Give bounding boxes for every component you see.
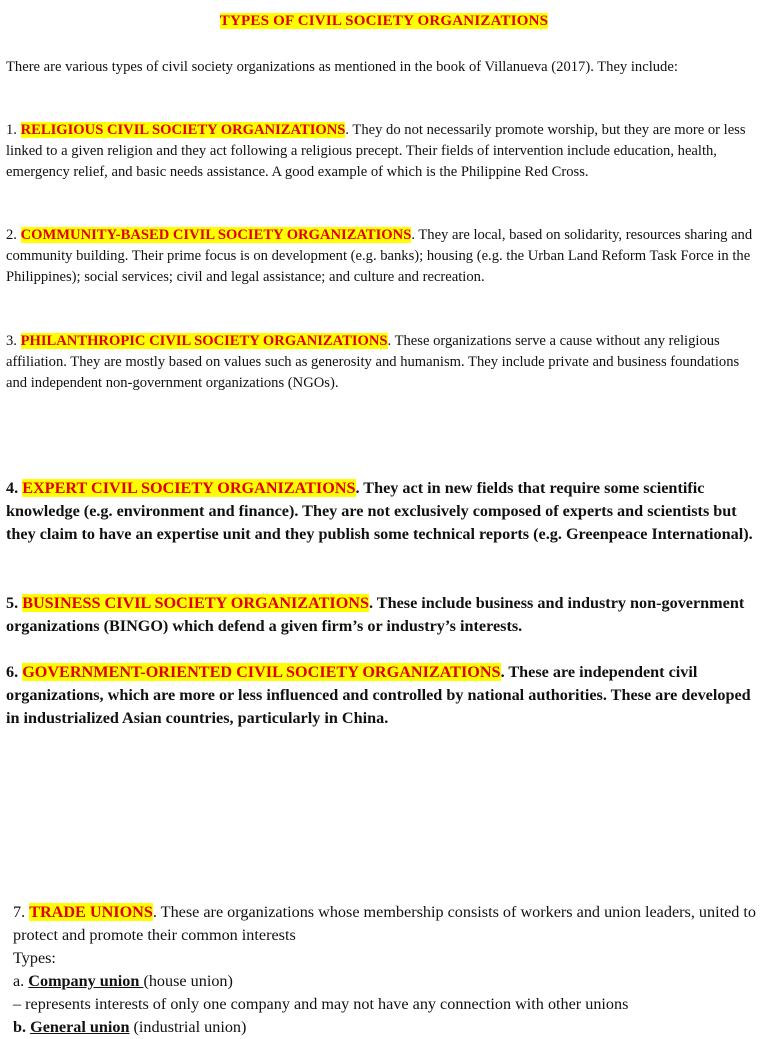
type-b-prefix: b.: [13, 1018, 31, 1036]
item-text: . They are local, based on solidarity, resources sharing and community building. Their prime focus is on development (e.g. banks); housing (e.g. the Urban Land Reform Task Force in the Philippines); social services; civil and legal assistance; and culture and recreation.: [6, 227, 753, 285]
type-a-description: – represents interests of only one company and may not have any connection with other unions: [13, 995, 629, 1013]
item-text: . These are independent civil organizations, which are more or less influenced and controlled by national authorities. These are developed in industrialized Asian countries, particularly in China.: [6, 663, 751, 727]
document-title-text: TYPES OF CIVIL SOCIETY ORGANIZATIONS: [219, 13, 549, 29]
types-heading: Types:: [13, 949, 56, 967]
item-text: . These include business and industry non-government organizations (BINGO) which defend a given firm’s or industry’s interests.: [6, 594, 745, 635]
item-text: . They act in new fields that require some scientific knowledge (e.g. environment and finance). They are not exclusively composed of experts and scientists but they claim to have an expertise unit and they publish some technical reports (e.g. Greenpeace International).: [6, 479, 753, 543]
item-2: [6, 225, 762, 288]
item-number: 4.: [6, 479, 23, 497]
item-number: 6.: [6, 663, 23, 681]
item-heading: COMMUNITY-BASED CIVIL SOCIETY ORGANIZATIONS: [20, 227, 412, 243]
type-b-name: General union: [30, 1018, 130, 1036]
type-a-name: Company union: [28, 972, 144, 990]
item-4: [6, 477, 766, 546]
item-heading: BUSINESS CIVIL SOCIETY ORGANIZATIONS: [22, 594, 369, 612]
intro-paragraph: [6, 57, 762, 78]
type-b: [13, 1016, 765, 1039]
item-heading: EXPERT CIVIL SOCIETY ORGANIZATIONS: [22, 479, 356, 497]
item-heading: RELIGIOUS CIVIL SOCIETY ORGANIZATIONS: [20, 122, 346, 138]
type-a: [13, 970, 765, 993]
item-1: [6, 120, 762, 183]
type-b-note: (industrial union): [129, 1018, 247, 1036]
item-heading: PHILANTHROPIC CIVIL SOCIETY ORGANIZATIONS: [20, 333, 388, 349]
item-number: 5.: [6, 594, 23, 612]
intro-text: There are various types of civil society organizations as mentioned in the book of Villanueva (2017). They include:: [6, 59, 678, 75]
item-number: 3.: [6, 333, 21, 349]
item-text: . They do not necessarily promote worship, but they are more or less linked to a given religion and they act following a religious precept. Their fields of intervention include education, health, emergency relief, and basic needs assistance. A good example of which is the Philippine Red Cross.: [6, 122, 746, 180]
item-number: 2.: [6, 227, 21, 243]
item-6: [6, 661, 766, 730]
item-number: 1.: [6, 122, 21, 138]
item-5: [6, 592, 766, 638]
item-7: [13, 901, 765, 1039]
document-title: [0, 13, 768, 30]
item-heading: GOVERNMENT-ORIENTED CIVIL SOCIETY ORGANIZATIONS: [22, 663, 501, 681]
item-3: [6, 331, 762, 394]
type-a-prefix: a.: [13, 972, 29, 990]
item-heading: TRADE UNIONS: [29, 903, 153, 921]
item-number: 7.: [13, 903, 30, 921]
item-text: . These organizations serve a cause without any religious affiliation. They are mostly based on values such as generosity and humanism. They include private and business foundations and independent non-government organizations (NGOs).: [6, 333, 740, 391]
item-text: . These are organizations whose membership consists of workers and union leaders, united to protect and promote their common interests: [13, 903, 757, 944]
type-a-note: (house union): [143, 972, 233, 990]
